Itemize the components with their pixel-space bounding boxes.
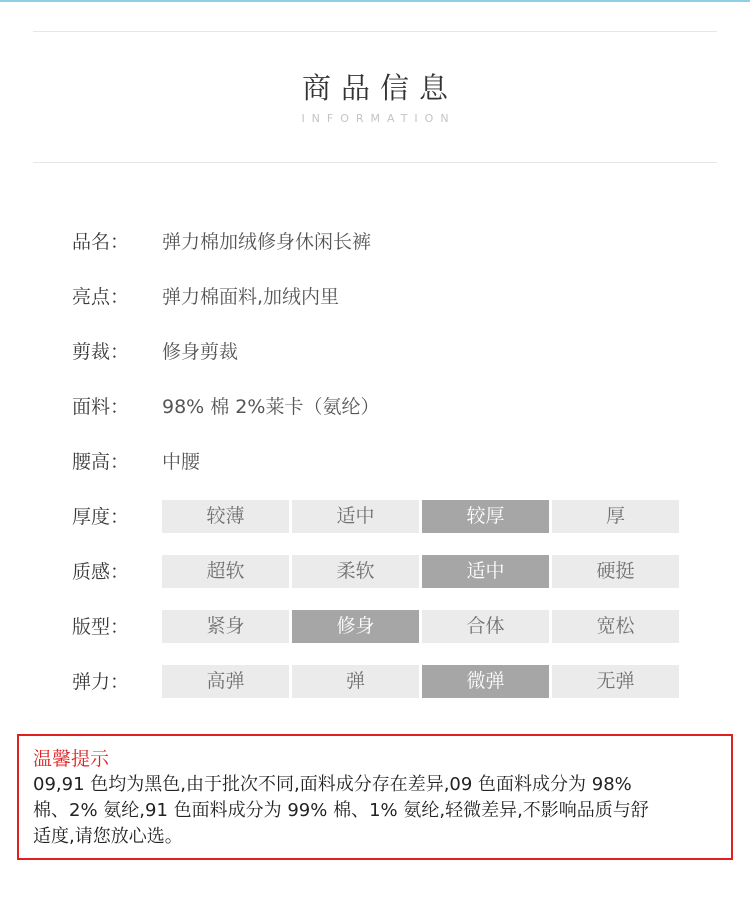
info-value: 修身剪裁 — [162, 341, 239, 363]
rating-option: 高弹 — [162, 665, 289, 698]
rating-row-texture — [72, 555, 692, 589]
info-value: 弹力棉面料,加绒内里 — [162, 286, 340, 308]
rating-option: 较薄 — [162, 500, 289, 533]
info-row-waist — [72, 445, 692, 479]
notice-box — [17, 734, 733, 860]
rating-row-elasticity — [72, 665, 692, 699]
rating-label: 厚度： — [72, 506, 130, 528]
rating-option: 紧身 — [162, 610, 289, 643]
rating-label: 弹力： — [72, 671, 130, 693]
rating-label: 版型： — [72, 616, 130, 638]
info-row-fabric — [72, 390, 692, 424]
info-label: 腰高： — [72, 451, 130, 473]
rating-option: 厚 — [552, 500, 679, 533]
rating-option-selected: 适中 — [422, 555, 549, 588]
rating-option: 硬挺 — [552, 555, 679, 588]
rating-row-thickness — [72, 500, 692, 534]
info-row-name — [72, 225, 692, 259]
section-subtitle: INFORMATION — [301, 112, 456, 125]
header-top-divider — [33, 31, 717, 32]
info-value: 98% 棉 2%莱卡（氨纶） — [162, 396, 380, 418]
section-title: 商品信息 — [301, 71, 458, 105]
info-label: 品名： — [72, 231, 130, 253]
info-label: 亮点： — [72, 286, 130, 308]
rating-option: 超软 — [162, 555, 289, 588]
info-value: 中腰 — [162, 451, 201, 473]
rating-label: 质感： — [72, 561, 130, 583]
rating-option-selected: 修身 — [292, 610, 419, 643]
notice-line: 适度,请您放心选。 — [33, 826, 183, 847]
notice-line: 棉、2% 氨纶,91 色面料成分为 99% 棉、1% 氨纶,轻微差异,不影响品质与舒 — [33, 800, 649, 821]
rating-option: 柔软 — [292, 555, 419, 588]
rating-option: 合体 — [422, 610, 549, 643]
rating-option: 弹 — [292, 665, 419, 698]
info-row-highlight — [72, 280, 692, 314]
rating-row-fit — [72, 610, 692, 644]
notice-body — [33, 772, 717, 850]
rating-option: 宽松 — [552, 610, 679, 643]
rating-option: 适中 — [292, 500, 419, 533]
notice-line: 09,91 色均为黑色,由于批次不同,面料成分存在差异,09 色面料成分为 98% — [33, 774, 632, 795]
info-value: 弹力棉加绒修身休闲长裤 — [162, 231, 372, 253]
rating-option: 无弹 — [552, 665, 679, 698]
rating-option-selected: 微弹 — [422, 665, 549, 698]
top-accent-line — [0, 0, 750, 2]
info-row-cut — [72, 335, 692, 369]
rating-option-selected: 较厚 — [422, 500, 549, 533]
info-label: 剪裁： — [72, 341, 130, 363]
info-label: 面料： — [72, 396, 130, 418]
notice-title: 温馨提示 — [33, 748, 110, 770]
header-bottom-divider — [33, 162, 717, 163]
